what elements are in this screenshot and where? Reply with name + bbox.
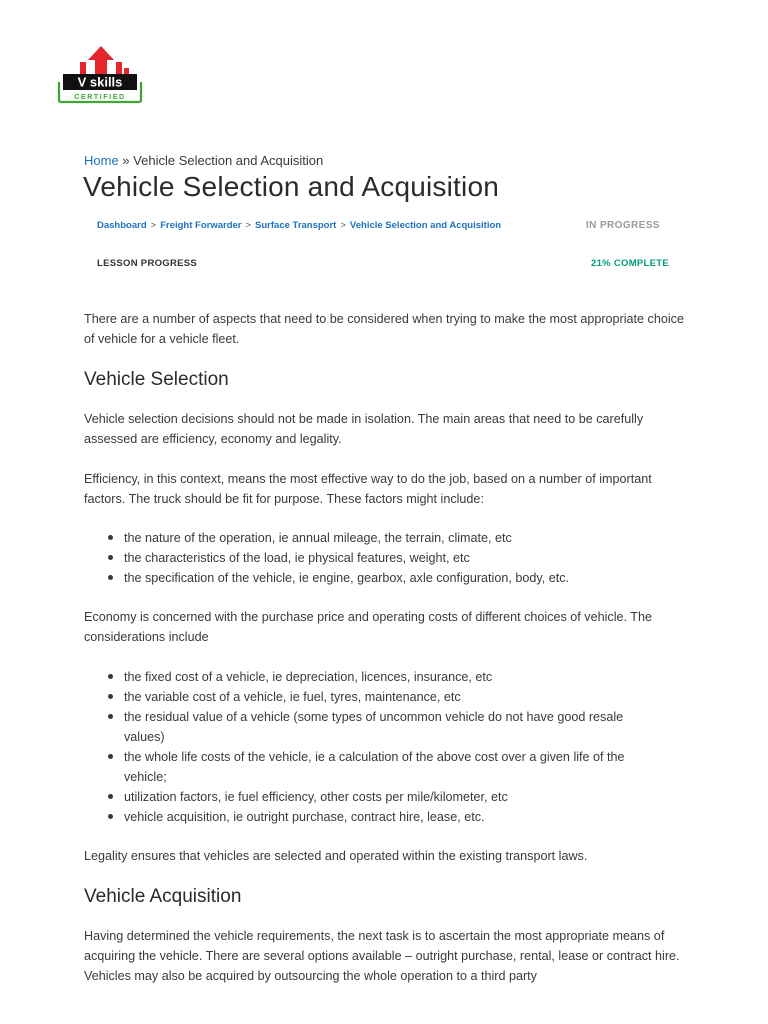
- selection-paragraph-2: Efficiency, in this context, means the most effective way to do the job, based on a number of important factors. The truck should be fit for purpose. These factors might include:: [84, 472, 652, 506]
- lesson-crumb-course[interactable]: Freight Forwarder: [160, 220, 242, 231]
- selection-paragraph-1: Vehicle selection decisions should not be made in isolation. The main areas that need to be carefully assessed are efficiency, economy and legality.: [84, 412, 644, 446]
- list-item: the characteristics of the load, ie physical features, weight, etc: [106, 548, 666, 568]
- economy-considerations-list: [106, 667, 666, 827]
- lesson-crumb-module[interactable]: Surface Transport: [255, 220, 337, 231]
- intro-paragraph: There are a number of aspects that need to be considered when trying to make the most appropriate choice of vehicle for a vehicle fleet.: [84, 312, 684, 346]
- breadcrumb-home-link[interactable]: Home: [84, 153, 119, 168]
- lesson-crumb-lesson[interactable]: Vehicle Selection and Acquisition: [349, 220, 502, 231]
- logo-subtext: CERTIFIED: [74, 94, 126, 101]
- lesson-crumb-separator: >: [340, 220, 346, 231]
- section-heading-vehicle-acquisition: Vehicle Acquisition: [84, 886, 242, 907]
- breadcrumb: [84, 153, 323, 168]
- section-heading-vehicle-selection: Vehicle Selection: [84, 369, 229, 390]
- list-item: the whole life costs of the vehicle, ie a calculation of the above cost over a given life of the vehicle;: [106, 747, 666, 787]
- list-item: the fixed cost of a vehicle, ie depreciation, licences, insurance, etc: [106, 667, 666, 687]
- list-item: vehicle acquisition, ie outright purchase, contract hire, lease, etc.: [106, 807, 666, 827]
- breadcrumb-current: Vehicle Selection and Acquisition: [133, 153, 324, 168]
- page-title: Vehicle Selection and Acquisition: [83, 171, 499, 202]
- lesson-progress-label: LESSON PROGRESS: [97, 258, 198, 269]
- lesson-progress-percent: 21% COMPLETE: [591, 258, 670, 269]
- vskills-logo-mark: [55, 44, 145, 106]
- lesson-status-badge: IN PROGRESS: [586, 220, 660, 231]
- breadcrumb-separator: »: [122, 153, 130, 168]
- logo-text: V skills: [77, 74, 123, 90]
- legality-paragraph: Legality ensures that vehicles are selected and operated within the existing transport laws.: [84, 849, 588, 863]
- economy-paragraph: Economy is concerned with the purchase price and operating costs of different choices of vehicle. The considerations include: [84, 610, 652, 644]
- list-item: the specification of the vehicle, ie engine, gearbox, axle configuration, body, etc.: [106, 568, 666, 588]
- lesson-breadcrumbs: [97, 220, 501, 231]
- lesson-crumb-dashboard[interactable]: Dashboard: [97, 220, 147, 231]
- list-item: the residual value of a vehicle (some types of uncommon vehicle do not have good resale values): [106, 707, 666, 747]
- vskills-logo[interactable]: [55, 44, 145, 106]
- list-item: the variable cost of a vehicle, ie fuel, tyres, maintenance, etc: [106, 687, 666, 707]
- efficiency-factors-list: [106, 528, 666, 588]
- lesson-crumb-separator: >: [150, 220, 157, 231]
- list-item: utilization factors, ie fuel efficiency, other costs per mile/kilometer, etc: [106, 787, 666, 807]
- list-item: the nature of the operation, ie annual mileage, the terrain, climate, etc: [106, 528, 666, 548]
- acquisition-paragraph-1: Having determined the vehicle requirements, the next task is to ascertain the most appropriate means of acquiring the vehicle. There are several options available – outright purchase, rental, lease or contract hire. Vehicles may also be acquired by outsourcing the whole operation to a third party: [84, 929, 680, 983]
- lesson-crumb-separator: >: [245, 220, 252, 231]
